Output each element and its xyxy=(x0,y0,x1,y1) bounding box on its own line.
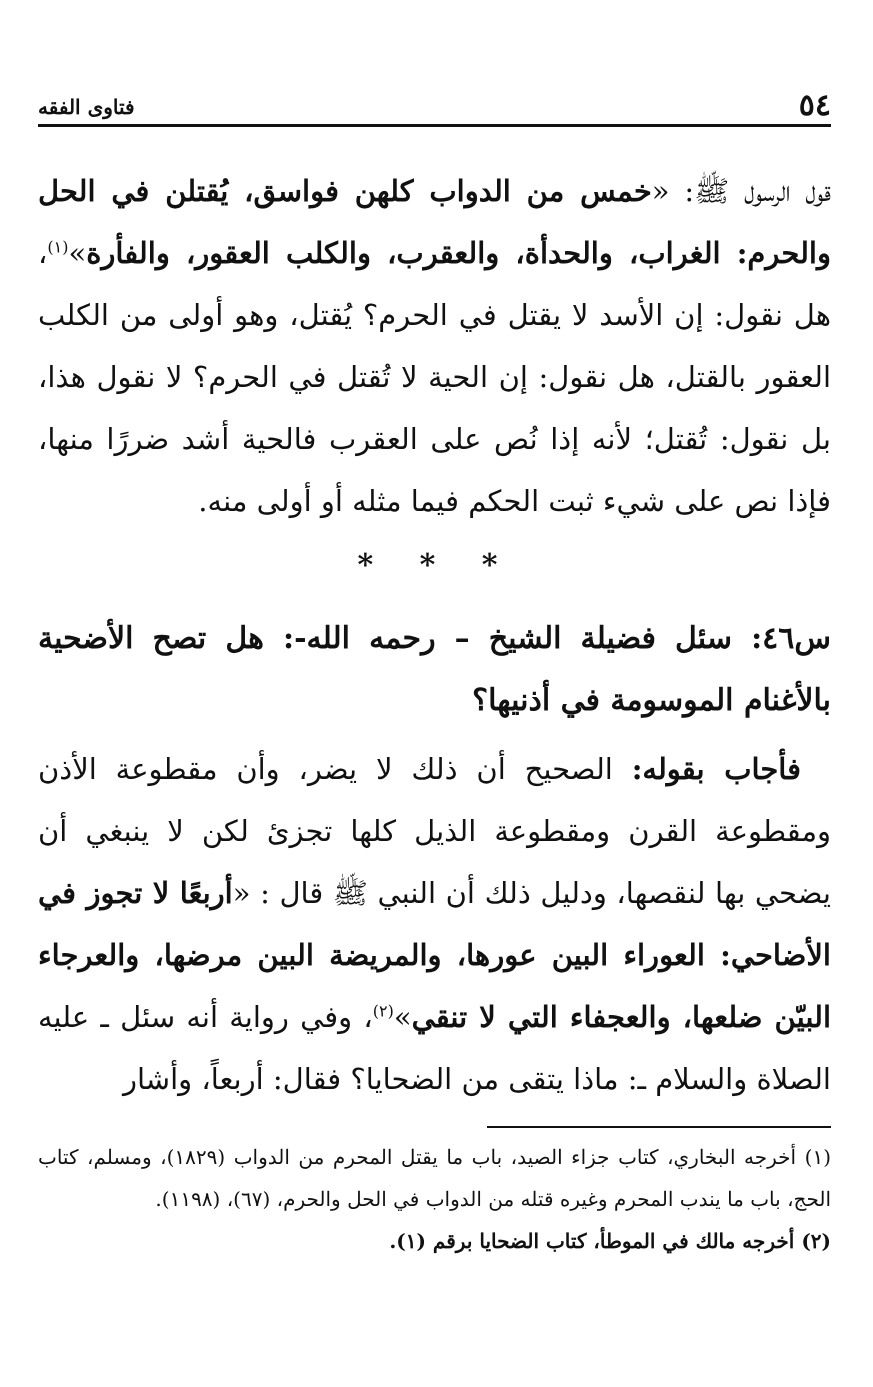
question-text: س٤٦: سئل فضيلة الشيخ – رحمه الله-: هل تصح الأضحية بالأغنام الموسومة في أذنيها؟ xyxy=(38,621,831,718)
footnote-ref-2: (٢) xyxy=(372,1001,394,1021)
page-header xyxy=(38,86,831,126)
page-number: ٥٤ xyxy=(798,88,831,123)
footnote-ref-1: (١) xyxy=(47,237,69,257)
paragraph-1 xyxy=(38,160,831,532)
footnote-2: (٢) أخرجه مالك في الموطأ، كتاب الضحايا برقم (١). xyxy=(389,1229,831,1253)
hadith-quote-2-close: » xyxy=(393,1000,412,1034)
paragraph-1-intro: قول الرسول ﷺ: « xyxy=(651,174,831,208)
book-title: فتاوى الفقه xyxy=(38,95,135,119)
answer-text-1: الصحيح أن ذلك لا يضر، وأن مقطوعة الأذن ومقطوعة القرن ومقطوعة الذيل كلها تجزئ لكن لا ينبغي أن يضحي بها لنقصها، ودليل ذلك أن النبي ﷺ قال : « xyxy=(38,752,831,910)
footnotes xyxy=(38,1136,831,1262)
hadith-quote-1-close: » xyxy=(68,236,87,270)
answer-lead: فأجاب بقوله: xyxy=(631,752,802,786)
header-divider xyxy=(38,124,831,127)
footnote-1: (١) أخرجه البخاري، كتاب جزاء الصيد، باب ما يقتل المحرم من الدواب (١٨٢٩)، ومسلم، كتاب الحج، باب ما يندب المحرم وغيره قتله من الدواب في الحل والحرم، (٦٧)، (١١٩٨). xyxy=(38,1145,831,1211)
answer-text-2: ، وفي رواية أنه سئل ـ عليه الصلاة والسلام ـ: ماذا يتقى من الضحايا؟ فقال: أربعاً، وأشار xyxy=(38,1000,831,1096)
paragraph-1-continuation: ، هل نقول: إن الأسد لا يقتل في الحرم؟ يُقتل، وهو أولى من الكلب العقور بالقتل، هل نقول: إن الحية لا تُقتل في الحرم؟ لا نقول هذا، بل نقول: تُقتل؛ لأنه إذا نُص على العقرب فالحية أشد ضررًا منها، فإذا نص على شيء ثبت الحكم فيما مثله أو أولى منه. xyxy=(38,236,831,518)
hadith-quote-1: خمس من الدواب كلهن فواسق، يُقتلن في الحل والحرم: الغراب، والحدأة، والعقرب، والكلب العقور، والفأرة xyxy=(38,174,831,270)
answer-46 xyxy=(38,738,831,1110)
answer-paragraph xyxy=(38,738,831,1110)
hadith-quote-2: أربعًا لا تجوز في الأضاحي: العوراء البين عورها، والمريضة البين مرضها، والعرجاء البيّن ضلعها، والعجفاء التي لا تنقي xyxy=(38,876,832,1034)
paragraph-hadith-five-animals xyxy=(38,160,831,532)
question-46 xyxy=(38,608,831,732)
section-separator: * * * xyxy=(357,548,516,583)
footnote-divider xyxy=(487,1126,831,1128)
